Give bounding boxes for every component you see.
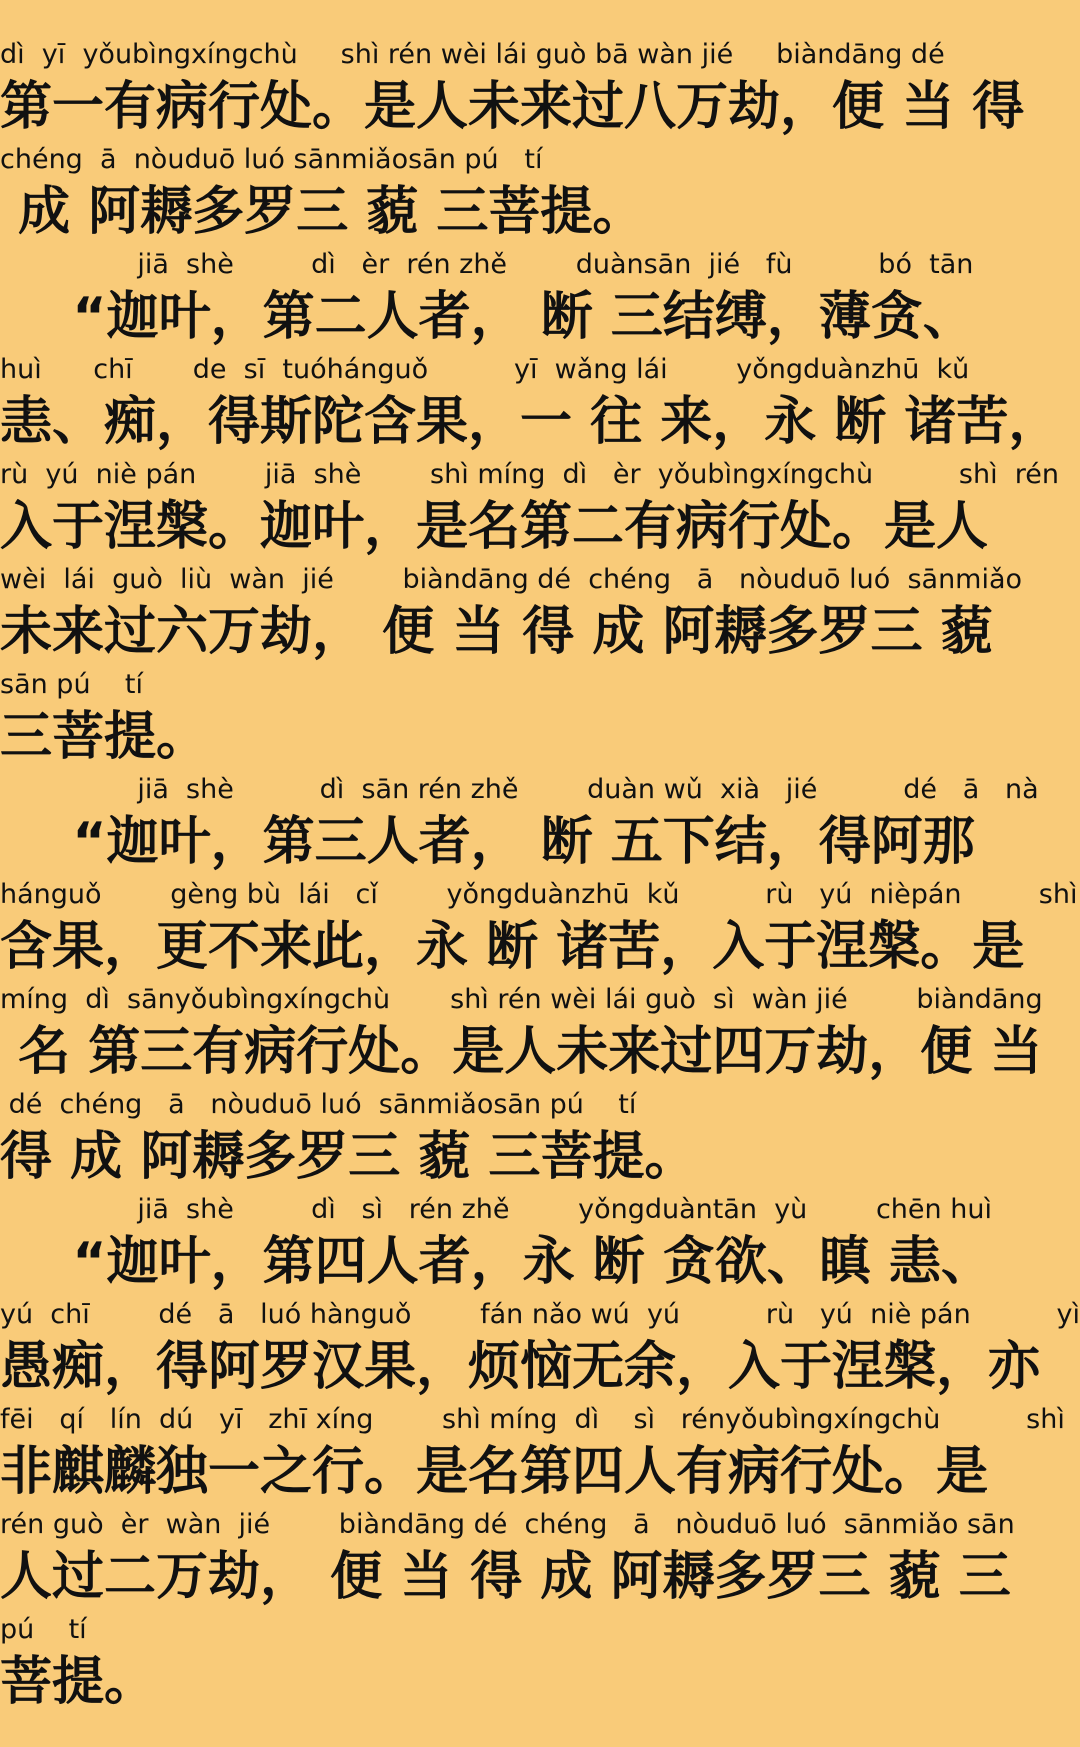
text-line [0, 38, 1080, 143]
chinese-text: “迦叶，第二人者， 断 三结缚，薄贪、 [0, 287, 975, 347]
pinyin-annotation: wèi lái guò liù wàn jié biàndāng dé chéng ā nòuduō luó sānmiǎo [0, 564, 1023, 595]
pinyin-annotation: fēi qí lín dú yī zhī xíng shì míng dì sì rényǒubìngxíngchù shì [0, 1404, 1065, 1435]
chinese-text: 第一有病行处。是人未来过八万劫，便 当 得 [0, 77, 1025, 137]
pinyin-annotation: jiā shè dì sì rén zhě yǒngduàntān yù chēn huì [0, 1194, 992, 1225]
pinyin-annotation: míng dì sānyǒubìngxíngchù shì rén wèi lái guò sì wàn jié biàndāng [0, 984, 1043, 1015]
text-line [0, 773, 1080, 878]
pinyin-annotation: jiā shè dì sān rén zhě duàn wǔ xià jié dé ā nà [0, 774, 1039, 805]
text-line [0, 1508, 1080, 1613]
chinese-text: 愚痴，得阿罗汉果，烦恼无余，入于涅槃，亦 [0, 1337, 1041, 1397]
text-line [0, 458, 1080, 563]
text-line [0, 983, 1080, 1088]
pinyin-annotation: rù yú niè pán jiā shè shì míng dì èr yǒubìngxíngchù shì rén [0, 459, 1060, 490]
text-line [0, 248, 1080, 353]
chinese-text: 菩提。 [0, 1652, 157, 1712]
text-line [0, 1403, 1080, 1508]
chinese-text: 得 成 阿耨多罗三 藐 三菩提。 [0, 1127, 697, 1187]
pinyin-annotation: hánguǒ gèng bù lái cǐ yǒngduànzhū kǔ rù yú nièpán shì [0, 879, 1078, 910]
text-line [0, 668, 1080, 773]
pinyin-annotation: jiā shè dì èr rén zhě duànsān jié fù bó tān [0, 249, 974, 280]
pinyin-annotation: sān pú tí [0, 669, 143, 700]
pinyin-annotation: pú tí [0, 1614, 87, 1645]
pinyin-annotation: yú chī dé ā luó hànguǒ fán nǎo wú yú rù yú niè pán yì [0, 1299, 1080, 1330]
chinese-text: 未来过六万劫， 便 当 得 成 阿耨多罗三 藐 [0, 602, 993, 662]
chinese-text: 人过二万劫， 便 当 得 成 阿耨多罗三 藐 三 [0, 1547, 1011, 1607]
text-line [0, 563, 1080, 668]
text-line [0, 1193, 1080, 1298]
pinyin-annotation: huì chī de sī tuóhánguǒ yī wǎng lái yǒngduànzhū kǔ [0, 354, 970, 385]
text-line [0, 878, 1080, 983]
text-line [0, 1298, 1080, 1403]
chinese-text: 含果，更不来此，永 断 诸苦，入于涅槃。是 [0, 917, 1025, 977]
chinese-text: 名 第三有病行处。是人未来过四万劫，便 当 [0, 1022, 1043, 1082]
text-line [0, 1088, 1080, 1193]
pinyin-annotation: dì yī yǒubìngxíngchù shì rén wèi lái guò bā wàn jié biàndāng dé [0, 39, 945, 70]
text-line [0, 143, 1080, 248]
pinyin-annotation: rén guò èr wàn jié biàndāng dé chéng ā nòuduō luó sānmiǎo sān [0, 1509, 1015, 1540]
chinese-text: “迦叶，第四人者，永 断 贪欲、瞋 恚、 [0, 1232, 993, 1292]
chinese-text: 恚、痴，得斯陀含果，一 往 来，永 断 诸苦， [0, 392, 1061, 452]
chinese-text: 入于涅槃。迦叶，是名第二有病行处。是人 [0, 497, 989, 557]
chinese-text: 成 阿耨多罗三 藐 三菩提。 [0, 182, 645, 242]
pinyin-annotation: chéng ā nòuduō luó sānmiǎosān pú tí [0, 144, 543, 175]
chinese-text: 非麒麟独一之行。是名第四人有病行处。是 [0, 1442, 989, 1502]
text-line [0, 1613, 1080, 1718]
text-line [0, 353, 1080, 458]
chinese-text: “迦叶，第三人者， 断 五下结，得阿那 [0, 812, 975, 872]
chinese-text: 三菩提。 [0, 707, 209, 767]
pinyin-annotation: dé chéng ā nòuduō luó sānmiǎosān pú tí [0, 1089, 637, 1120]
